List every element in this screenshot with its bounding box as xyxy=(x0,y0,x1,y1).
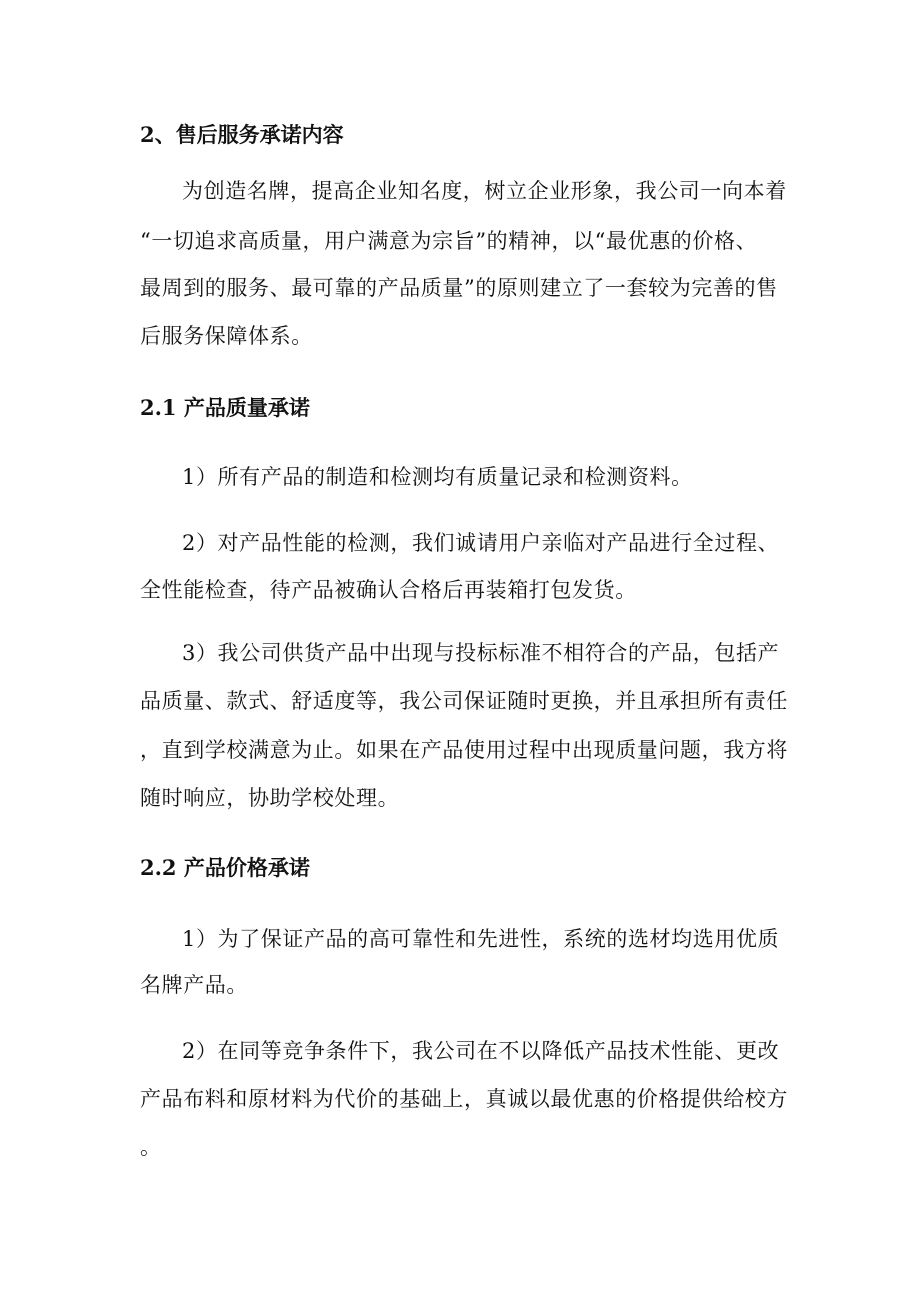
intro-line-3: 最周到的服务、最可靠的产品质量”的原则建立了一套较为完善的售 xyxy=(140,276,778,300)
subsection-2-heading: 2.2 产品价格承诺 xyxy=(140,855,310,880)
intro-line-4: 后服务保障体系。 xyxy=(140,324,313,348)
quality-item-3-line-1: 3）我公司供货产品中出现与投标标准不相符合的产品，包括产 xyxy=(182,641,780,665)
quality-item-1-line-1: 1）所有产品的制造和检测均有质量记录和检测资料。 xyxy=(182,465,693,489)
price-item-2-line-2: 产品布料和原材料为代价的基础上，真诚以最优惠的价格提供给校方 xyxy=(140,1087,788,1111)
quality-item-2-line-1: 2）对产品性能的检测，我们诚请用户亲临对产品进行全过程、 xyxy=(182,531,780,555)
intro-line-1: 为创造名牌，提高企业知名度，树立企业形象，我公司一向本着 xyxy=(182,179,787,203)
quality-item-3-line-2: 品质量、款式、舒适度等，我公司保证随时更换，并且承担所有责任 xyxy=(140,689,788,713)
quality-item-3-line-4: 随时响应，协助学校处理。 xyxy=(140,786,400,810)
intro-line-2: “一切追求高质量，用户满意为宗旨”的精神，以“最优惠的价格、 xyxy=(140,229,758,253)
price-item-1-line-2: 名牌产品。 xyxy=(140,973,248,997)
quality-item-2-line-2: 全性能检查，待产品被确认合格后再装箱打包发货。 xyxy=(140,578,637,602)
price-item-2-line-3: 。 xyxy=(140,1135,162,1159)
section-heading: 2、售后服务承诺内容 xyxy=(140,122,344,147)
quality-item-3-line-3: ，直到学校满意为止。如果在产品使用过程中出现质量问题，我方将 xyxy=(140,738,788,762)
subsection-1-heading: 2.1 产品质量承诺 xyxy=(140,395,310,420)
price-item-2-line-1: 2）在同等竞争条件下，我公司在不以降低产品技术性能、更改 xyxy=(182,1039,780,1063)
price-item-1-line-1: 1）为了保证产品的高可靠性和先进性，系统的选材均选用优质 xyxy=(182,927,780,951)
